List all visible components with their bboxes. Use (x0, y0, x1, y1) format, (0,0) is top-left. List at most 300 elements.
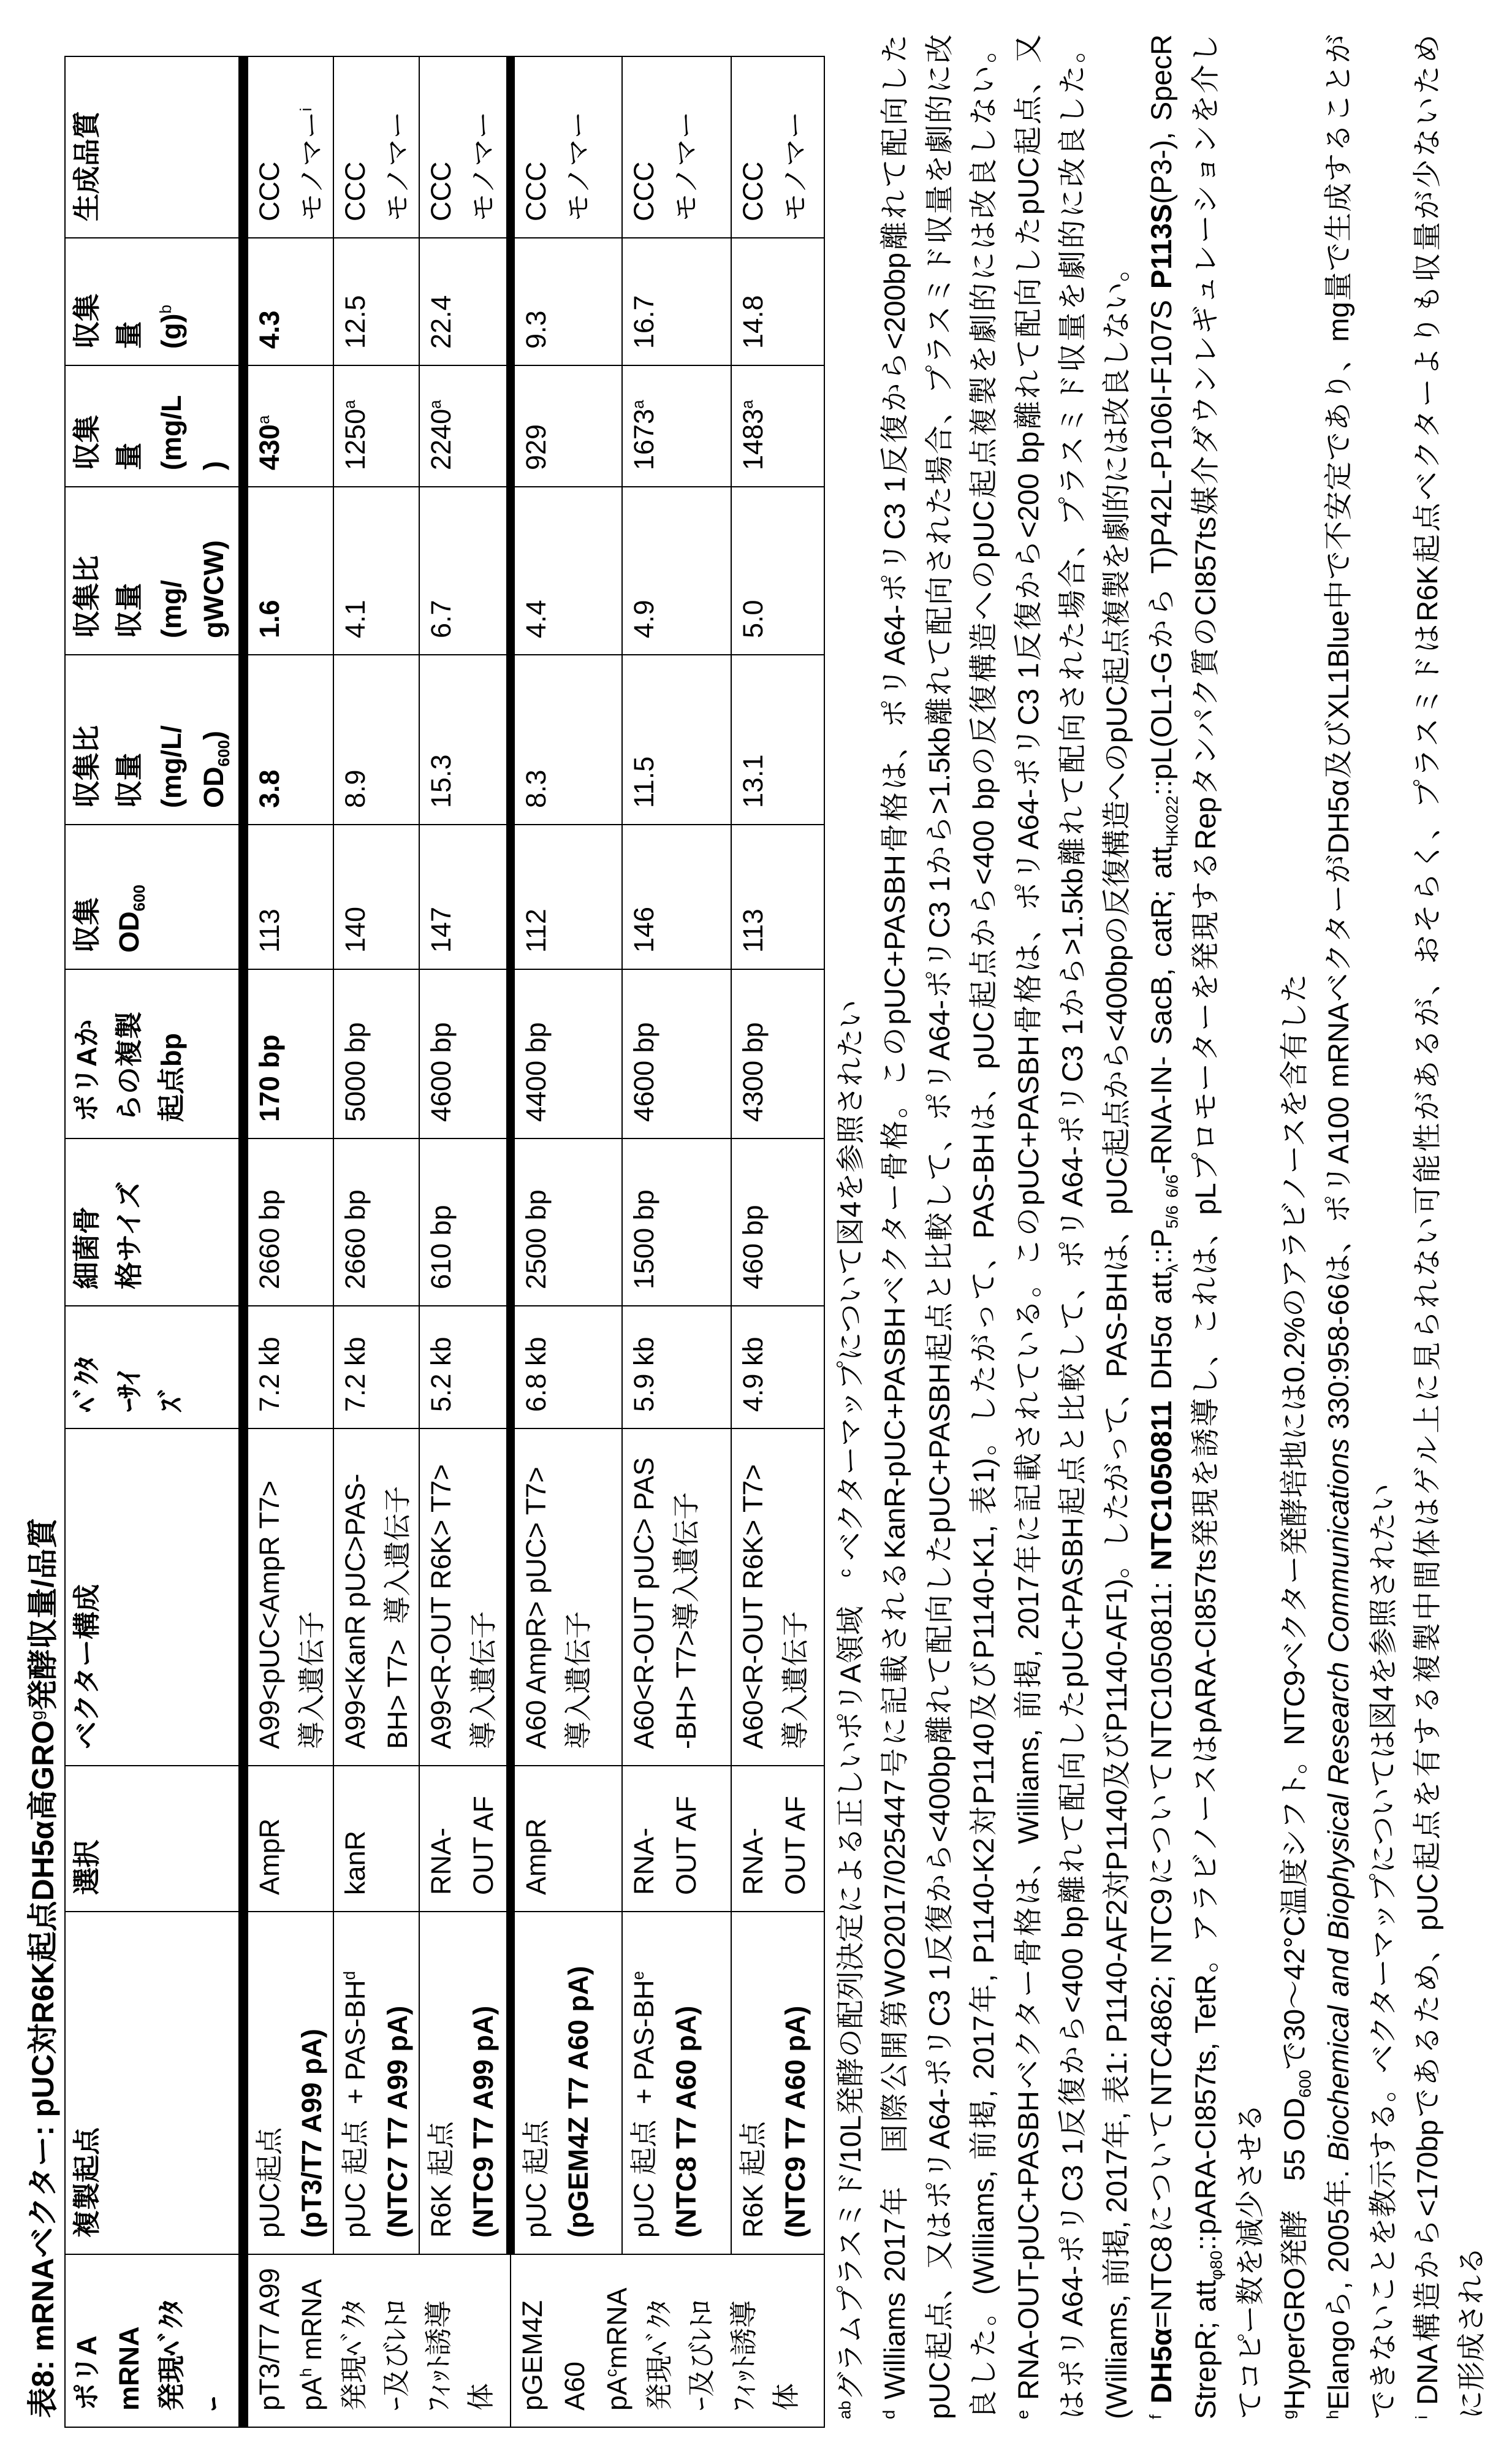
cell-value: 430 (254, 424, 285, 470)
footnote-subscript: HK022 (1162, 795, 1182, 847)
cell-line: CCC (628, 161, 659, 221)
cell-value: 4.1 (340, 600, 371, 638)
footnote-subscript: 5/6 6/6 (1162, 1174, 1182, 1229)
yield-per-wcw-cell (243, 487, 333, 655)
cell-line: A60<R-OUT pUC> PAS (628, 1457, 659, 1749)
vector-size-cell (622, 1306, 731, 1428)
composition-cell (731, 1428, 824, 1766)
header-line: (mg/L (156, 395, 187, 470)
vector-size-cell (731, 1306, 824, 1428)
header-yield-g (65, 238, 243, 365)
cell-value: 113 (737, 909, 769, 953)
footnote-line (1050, 34, 1095, 2419)
header-line: ) (198, 461, 229, 470)
yield-per-wcw-cell (731, 487, 824, 655)
cell-value: 4.3 (254, 310, 285, 349)
cell-text: R6K 起点 (425, 2121, 457, 2238)
footnote-text: 330:958-66は、ポリA100 mRNAベクターがDH5α及びXL1Blue中で不安定であり、mg量で生成することが (1322, 34, 1355, 1438)
yield-g-cell (333, 238, 419, 365)
footnote-bold-text: DH5α (1144, 2328, 1177, 2415)
yield-per-od-cell (419, 655, 511, 825)
cell-text: pUC 起点 + PAS-BH (340, 1980, 371, 2238)
origin-cell (419, 1912, 511, 2254)
cell-value: 6.7 (425, 600, 457, 638)
cell-text: pA (296, 2376, 327, 2411)
vector-size-cell (243, 1306, 333, 1428)
header-subscript: 600 (215, 739, 233, 767)
header-line (150, 240, 192, 349)
cell-line (420, 367, 462, 470)
cell-line: CCC (254, 161, 285, 221)
footnote-line (829, 34, 873, 2419)
footnote-line (873, 34, 917, 2419)
cell-value: 147 (425, 906, 457, 953)
harvest-od600-cell (333, 825, 419, 969)
cell-line: 発現ﾍﾞｸﾀ (338, 2300, 370, 2411)
yield-mg-per-l-cell (622, 365, 731, 487)
cell-text: mRNA (601, 2287, 633, 2369)
cell-value: 1483 (737, 408, 769, 470)
cell-line: BH> T7> 導入遺伝子 (382, 1485, 413, 1749)
footnote-marker: i (1411, 2415, 1431, 2419)
header-line: 細菌骨 (71, 1206, 102, 1289)
harvest-od600-cell (243, 825, 333, 969)
cell-value: 5.2 kb (425, 1337, 457, 1412)
cell-line (515, 1913, 557, 2238)
header-line: ｰｻｲ (113, 1370, 145, 1412)
footnote-line (1361, 34, 1405, 2419)
footnote-text: =NTC8についてNTC4862; NTC9についてNTC1050811: (1144, 1570, 1177, 2328)
footnote-text: RNA-OUT-pUC+PASBHベクター骨格は、Williams, 前掲, 2017年に記載されている。このpUC+PASBH骨格は、ポリA64-ポリC3 1反復から<200 bp離れて配向したpUC起点、又 (1011, 34, 1044, 2410)
cell-line (732, 1913, 774, 2238)
cell-line: RNA- (628, 1828, 659, 1895)
header-line: (mg/ (156, 580, 187, 638)
cell-value: 13.1 (737, 754, 769, 808)
footnote-marker: g (1278, 2409, 1298, 2419)
footnote-subscript: 600 (1295, 2070, 1315, 2098)
footnote-line (1006, 34, 1050, 2419)
cell-value: 2500 bp (520, 1189, 552, 1289)
cell-text: pUC 起点 (520, 2119, 552, 2238)
cell-value: 1673 (628, 408, 659, 470)
cell-value: 929 (520, 424, 552, 470)
footnote-text: -RNA-IN- SacB, catR; att (1144, 847, 1177, 1175)
backbone-size-cell (622, 1138, 731, 1306)
header-line: 生成品質 (71, 110, 102, 221)
origin-cell (511, 1912, 622, 2254)
cell-line (248, 367, 291, 470)
cell-value: 7.2 kb (340, 1337, 371, 1412)
cell-line: CCC (520, 161, 552, 221)
table-title-text: 表8: mRNAベクター: pUC対R6K起点DH5α高GRO (26, 1720, 60, 2418)
cell-text: mRNA (296, 2279, 327, 2368)
header-line: 収量 (113, 582, 145, 638)
backbone-size-cell (419, 1138, 511, 1306)
header-selection (65, 1766, 243, 1912)
cell-text: モノマー (382, 111, 413, 221)
polya-to-origin-cell (622, 969, 731, 1138)
cell-line (596, 2256, 638, 2411)
selection-cell (511, 1766, 622, 1912)
backbone-size-cell (511, 1138, 622, 1306)
yield-per-od-cell (731, 655, 824, 825)
header-harvest-od600 (65, 825, 243, 969)
footnote-line (1139, 34, 1183, 2419)
footnote-text: HyperGRO発酵 55 OD (1277, 2097, 1310, 2410)
cell-value: 4300 bp (737, 1022, 769, 1122)
footnote-marker: f (1145, 2414, 1165, 2419)
cell-text: pUC 起点 + PAS-BH (628, 1980, 659, 2238)
origin-cell (731, 1912, 824, 2254)
header-line: (mg/L/ (156, 725, 187, 808)
header-vector-composition (65, 1428, 243, 1766)
cell-text: モノマー (468, 111, 499, 221)
backbone-size-cell (731, 1138, 824, 1306)
selection-cell (243, 1766, 333, 1912)
footnote-line (962, 34, 1006, 2419)
quality-cell (419, 56, 511, 238)
header-line: 格サイズ (113, 1181, 145, 1289)
cell-value: 2660 bp (254, 1189, 285, 1289)
cell-line (334, 1913, 376, 2238)
cell-line: 導入遺伝子 (563, 1611, 594, 1749)
header-line: 収集 (71, 897, 102, 953)
footnote-text: てコピー数を減少させる (1233, 2103, 1266, 2419)
header-specific-yield-per-od (65, 655, 243, 825)
cell-line: A60<R-OUT R6K> T7> (737, 1464, 769, 1749)
cell-line: A60 (559, 2361, 590, 2411)
footnote-bold-text: NTC1050811 (1144, 1400, 1177, 1571)
cell-text: pUC起点 (254, 2127, 285, 2238)
cell-value: 140 (340, 906, 371, 953)
cell-value: 12.5 (340, 295, 371, 349)
cell-value: 8.9 (340, 769, 371, 808)
footnote-text: ベクターマップについて図4を参照されたい (834, 999, 867, 1569)
footnote-line (917, 34, 962, 2419)
cell-line: pGEM4Z (517, 2300, 548, 2411)
vector-size-cell (511, 1306, 622, 1428)
yield-per-od-cell (333, 655, 419, 825)
selection-cell (731, 1766, 824, 1912)
cell-value: 4.4 (520, 600, 552, 638)
cell-value: 5000 bp (340, 1022, 371, 1122)
harvest-od600-cell (511, 825, 622, 969)
header-line: 複製起点 (71, 2127, 102, 2238)
footnote-text: (Williams, 前掲, 2017年, 表1: P1140-AF2対P1140及びP1140-AF1)。したがって、PAS-BHは、pUC起点から<400bpの反復構造へのpUC起点複製を劇的には改良しない。 (1100, 253, 1133, 2419)
footnote-marker: a (426, 400, 444, 409)
footnote-line (1095, 34, 1139, 2419)
header-line: mRNA (113, 2326, 145, 2411)
footnote-text: ::pARA-CI857ts, TetR。アラビノースはpARA-CI857ts発現を誘導し、これは、pLプロモーターを発現するRepタンパク質のCI857ts媒介ダウンレギュレーションを介し (1189, 34, 1222, 2251)
yield-mg-per-l-cell (243, 365, 333, 487)
harvest-od600-cell (622, 825, 731, 969)
cell-value: 4400 bp (520, 1022, 552, 1122)
cell-line: OUT AF (780, 1796, 811, 1895)
polya-to-origin-cell (333, 969, 419, 1138)
yield-per-wcw-cell (333, 487, 419, 655)
cell-value: 460 bp (737, 1205, 769, 1289)
footnote-marker: a (340, 400, 359, 409)
footnotes (829, 34, 1494, 2419)
footnote-line (1272, 34, 1316, 2419)
cell-line: ﾌｨｯﾄ誘導 (728, 2300, 759, 2411)
footnote-text: ::P (1144, 1229, 1177, 1264)
cell-line: -BH> T7>導入遺伝子 (671, 1492, 702, 1749)
footnote-text: グラムプラスミド/10L発酵の配列決定による正しいポリA領域 (834, 1577, 867, 2401)
cell-value: 9.3 (520, 310, 552, 349)
footnote-text: に形成される (1455, 2246, 1488, 2419)
cell-line: ﾌｨｯﾄ誘導 (423, 2300, 454, 2411)
composition-cell (622, 1428, 731, 1766)
plasmid-name: (NTC9 T7 A99 pA) (468, 2005, 499, 2238)
yield-g-cell (419, 238, 511, 365)
footnote-marker: i (297, 107, 315, 112)
footnote-marker: c (602, 2368, 620, 2377)
cell-value: 4.9 kb (737, 1337, 769, 1412)
footnote-marker: h (297, 2368, 315, 2377)
yield-g-cell (511, 238, 622, 365)
footnote-line (1449, 34, 1494, 2419)
origin-cell (622, 1912, 731, 2254)
footnote-text: ::pL(OL1-Gから T)P42L-P106I-F107S (1144, 289, 1177, 796)
cell-value: 4600 bp (628, 1022, 659, 1122)
footnote-line (1405, 34, 1449, 2419)
header-product-quality (65, 56, 243, 238)
cell-value: 5.0 (737, 600, 769, 638)
header-line: 収集比 (71, 725, 102, 808)
header-line (108, 826, 150, 953)
cell-line: 導入遺伝子 (296, 1611, 327, 1749)
selection-cell (333, 1766, 419, 1912)
cell-line: ｰ及びﾚﾄﾛ (686, 2300, 717, 2411)
yield-g-cell (622, 238, 731, 365)
vector-family-cell-a99 (243, 2254, 511, 2427)
cell-line (732, 367, 774, 470)
cell-value: 2240 (425, 408, 457, 470)
header-backbone-size (65, 1138, 243, 1306)
cell-line: 発現ﾍﾞｸﾀ (644, 2300, 675, 2411)
cell-text: R6K 起点 (737, 2121, 769, 2238)
cell-line (334, 367, 376, 470)
cell-line: 体 (770, 2382, 802, 2411)
cell-line (515, 367, 557, 470)
title-footnote-marker: g (27, 1710, 47, 1720)
vector-size-cell (333, 1306, 419, 1428)
yield-per-wcw-cell (622, 487, 731, 655)
footnote-text: (P3-), SpecR (1144, 34, 1177, 204)
header-row (65, 56, 243, 2427)
polya-to-origin-cell (243, 969, 333, 1138)
header-line: 収量 (113, 752, 145, 808)
cell-line (462, 58, 504, 221)
header-polya-mrna-vector (65, 2254, 243, 2427)
footnote-subscript: φ80 (1206, 2251, 1226, 2280)
cell-line: pT3/T7 A99 (254, 2268, 285, 2411)
table-title-end: 発酵収量/品質 (26, 1517, 60, 1710)
cell-line: ｰ及びﾚﾄﾛ (381, 2300, 412, 2411)
header-line: ｰ (198, 2397, 229, 2411)
cell-value: 15.3 (425, 754, 457, 808)
cell-value: 6.8 kb (520, 1337, 552, 1412)
header-line: 収集 (71, 414, 102, 470)
header-line: 収集比 (71, 555, 102, 638)
yield-g-cell (243, 238, 333, 365)
header-line: 発現ﾍﾞｸﾀ (156, 2300, 187, 2411)
header-line (192, 657, 235, 808)
cell-line: A99<pUC<AmpR T7> (254, 1480, 285, 1749)
table-row (511, 56, 622, 2427)
cell-line: CCC (340, 161, 371, 221)
header-line: ｽﾞ (156, 1384, 187, 1412)
header-text: OD (113, 911, 145, 953)
quality-cell (731, 56, 824, 238)
origin-cell (333, 1912, 419, 2254)
footnote-marker: c (835, 1569, 854, 1577)
cell-line: AmpR (520, 1818, 552, 1895)
cell-text: モノマー (296, 111, 327, 221)
header-text: (g) (156, 313, 187, 349)
footnote-marker: a (738, 400, 756, 409)
footnote-text: Williams 2017年 国際公開第WO2017/025447号に記載されるKanR-pUC+PASBHベクター骨格。このpUC+PASBH骨格は、ポリA64-ポリC3 1反復から<200bp離れて配向した (878, 34, 911, 2410)
cell-value: 2660 bp (340, 1189, 371, 1289)
cell-text: モノマー (563, 111, 594, 221)
header-line: 量 (113, 442, 145, 470)
selection-cell (419, 1766, 511, 1912)
header-subscript: 600 (130, 884, 148, 912)
cell-line: RNA- (737, 1828, 769, 1895)
header-line: gWCW) (198, 540, 229, 638)
footnote-text: DH5α att (1144, 1272, 1177, 1401)
yield-mg-per-l-cell (511, 365, 622, 487)
cell-value: 1250 (340, 408, 371, 470)
header-yield-mg-per-l (65, 365, 243, 487)
footnote-marker: h (1323, 2409, 1342, 2419)
composition-cell (243, 1428, 333, 1766)
cell-line (557, 58, 599, 221)
footnote-text: StrepR; att (1189, 2279, 1222, 2419)
yield-g-cell (731, 238, 824, 365)
vector-family-cell-a60 (511, 2254, 824, 2427)
yield-per-od-cell (511, 655, 622, 825)
footnote-subscript: λ (1162, 1264, 1182, 1273)
yield-per-wcw-cell (419, 487, 511, 655)
footnote-line (1228, 34, 1272, 2419)
cell-line: A99<R-OUT R6K> T7> (425, 1464, 457, 1749)
vector-size-cell (419, 1306, 511, 1428)
yield-mg-per-l-cell (419, 365, 511, 487)
cell-value: 7.2 kb (254, 1337, 285, 1412)
origin-cell (243, 1912, 333, 2254)
footnote-marker: a (629, 400, 647, 409)
cell-text: pA (601, 2376, 633, 2411)
footnote-text: pUC起点、又はポリA64-ポリC3 1反復から<400bp離れて配向したpUC+PASBH起点と比較して、ポリA64-ポリC3 1から>1.5kb離れて配向された場合、プラスミド収量を劇的に改 (922, 34, 955, 2419)
backbone-size-cell (333, 1138, 419, 1306)
cell-line: kanR (340, 1830, 371, 1895)
plasmid-name: (NTC8 T7 A60 pA) (671, 2005, 702, 2238)
cell-line: OUT AF (671, 1796, 702, 1895)
header-vector-size (65, 1306, 243, 1428)
footnote-text: はポリA64-ポリC3 1反復から<400 bp離れて配向したpUC+PASBH起点と比較して、ポリA64-ポリC3 1から>1.5kb離れて配向された場合、プラスミド収量を劇的に改良した。 (1055, 34, 1088, 2419)
cell-value: 4.9 (628, 600, 659, 638)
cell-line: AmpR (254, 1818, 285, 1895)
composition-cell (419, 1428, 511, 1766)
plasmid-name: (pGEM4Z T7 A60 pA) (563, 1966, 594, 2238)
table-row (243, 56, 333, 2427)
cell-value: 170 bp (254, 1034, 285, 1122)
header-line: ポリAか (71, 1019, 102, 1122)
yield-per-od-cell (243, 655, 333, 825)
table-row (419, 56, 511, 2427)
cell-line (291, 58, 333, 221)
cell-line: CCC (737, 161, 769, 221)
cell-line: A60 AmpR> pUC> T7> (520, 1466, 552, 1749)
quality-cell (333, 56, 419, 238)
header-line: 起点bp (156, 1033, 187, 1122)
header-text: OD (198, 766, 229, 808)
harvest-od600-cell (731, 825, 824, 969)
cell-line: RNA- (425, 1828, 457, 1895)
footnote-marker: e (629, 1970, 647, 1980)
footnote-marker: d (340, 1970, 359, 1980)
cell-line (248, 1913, 291, 2238)
plasmid-name: (pT3/T7 A99 pA) (296, 2029, 327, 2238)
polya-to-origin-cell (731, 969, 824, 1138)
cell-line (376, 58, 419, 221)
polya-to-origin-cell (419, 969, 511, 1138)
footnote-marker: e (1012, 2409, 1031, 2419)
cell-text: モノマー (780, 111, 811, 221)
cell-value: 113 (254, 909, 285, 953)
table-title (25, 1518, 61, 2418)
footnote-marker: ab (835, 2400, 854, 2419)
cell-value: 8.3 (520, 769, 552, 808)
header-line: ベクター構成 (71, 1584, 102, 1749)
footnote-text: できないことを教示する。ベクターマップについては図4を参照されたい (1366, 1483, 1399, 2419)
header-line: 選択 (71, 1839, 102, 1895)
footnote-marker: a (254, 415, 273, 424)
footnote-text: Elangoら, 2005年. (1322, 2160, 1355, 2410)
quality-cell (622, 56, 731, 238)
header-polya-to-origin-bp (65, 969, 243, 1138)
cell-line (774, 58, 816, 221)
composition-cell (333, 1428, 419, 1766)
cell-line (665, 58, 707, 221)
quality-cell (511, 56, 622, 238)
footnote-bold-text: P113S (1144, 204, 1177, 289)
footnote-line (1183, 34, 1228, 2419)
composition-cell (511, 1428, 622, 1766)
cell-line: 導入遺伝子 (468, 1611, 499, 1749)
cell-line: 導入遺伝子 (780, 1611, 811, 1749)
footnote-text: で30～42°C温度シフト。NTC9ベクター発酵培地には0.2%のアラビノースを含有した (1277, 974, 1310, 2070)
header-line: 量 (113, 321, 145, 349)
cell-line (291, 2256, 333, 2411)
cell-line (623, 1913, 665, 2238)
mrna-vector-yield-table (64, 56, 825, 2428)
table-row (622, 56, 731, 2427)
cell-value: 16.7 (628, 295, 659, 349)
cell-value: 4600 bp (425, 1022, 457, 1122)
cell-line: A99<KanR pUC>PAS- (340, 1473, 371, 1749)
cell-value: 3.8 (254, 769, 285, 808)
footnote-text: 良した。(Williams, 前掲, 2017年, P1140-K2対P1140及びP1140-K1, 表1)。したがって、PAS-BHは、pUC起点から<400 bpの反復構造へのpUC起点複製を劇的には改良しない。 (967, 34, 1000, 2419)
backbone-size-cell (243, 1138, 333, 1306)
cell-text: モノマー (671, 111, 702, 221)
journal-title: Biochemical and Biophysical Research Communications (1322, 1438, 1355, 2161)
header-replication-origin (65, 1912, 243, 2254)
plasmid-name: (NTC9 T7 A60 pA) (780, 2005, 811, 2238)
header-text: ) (198, 730, 229, 740)
